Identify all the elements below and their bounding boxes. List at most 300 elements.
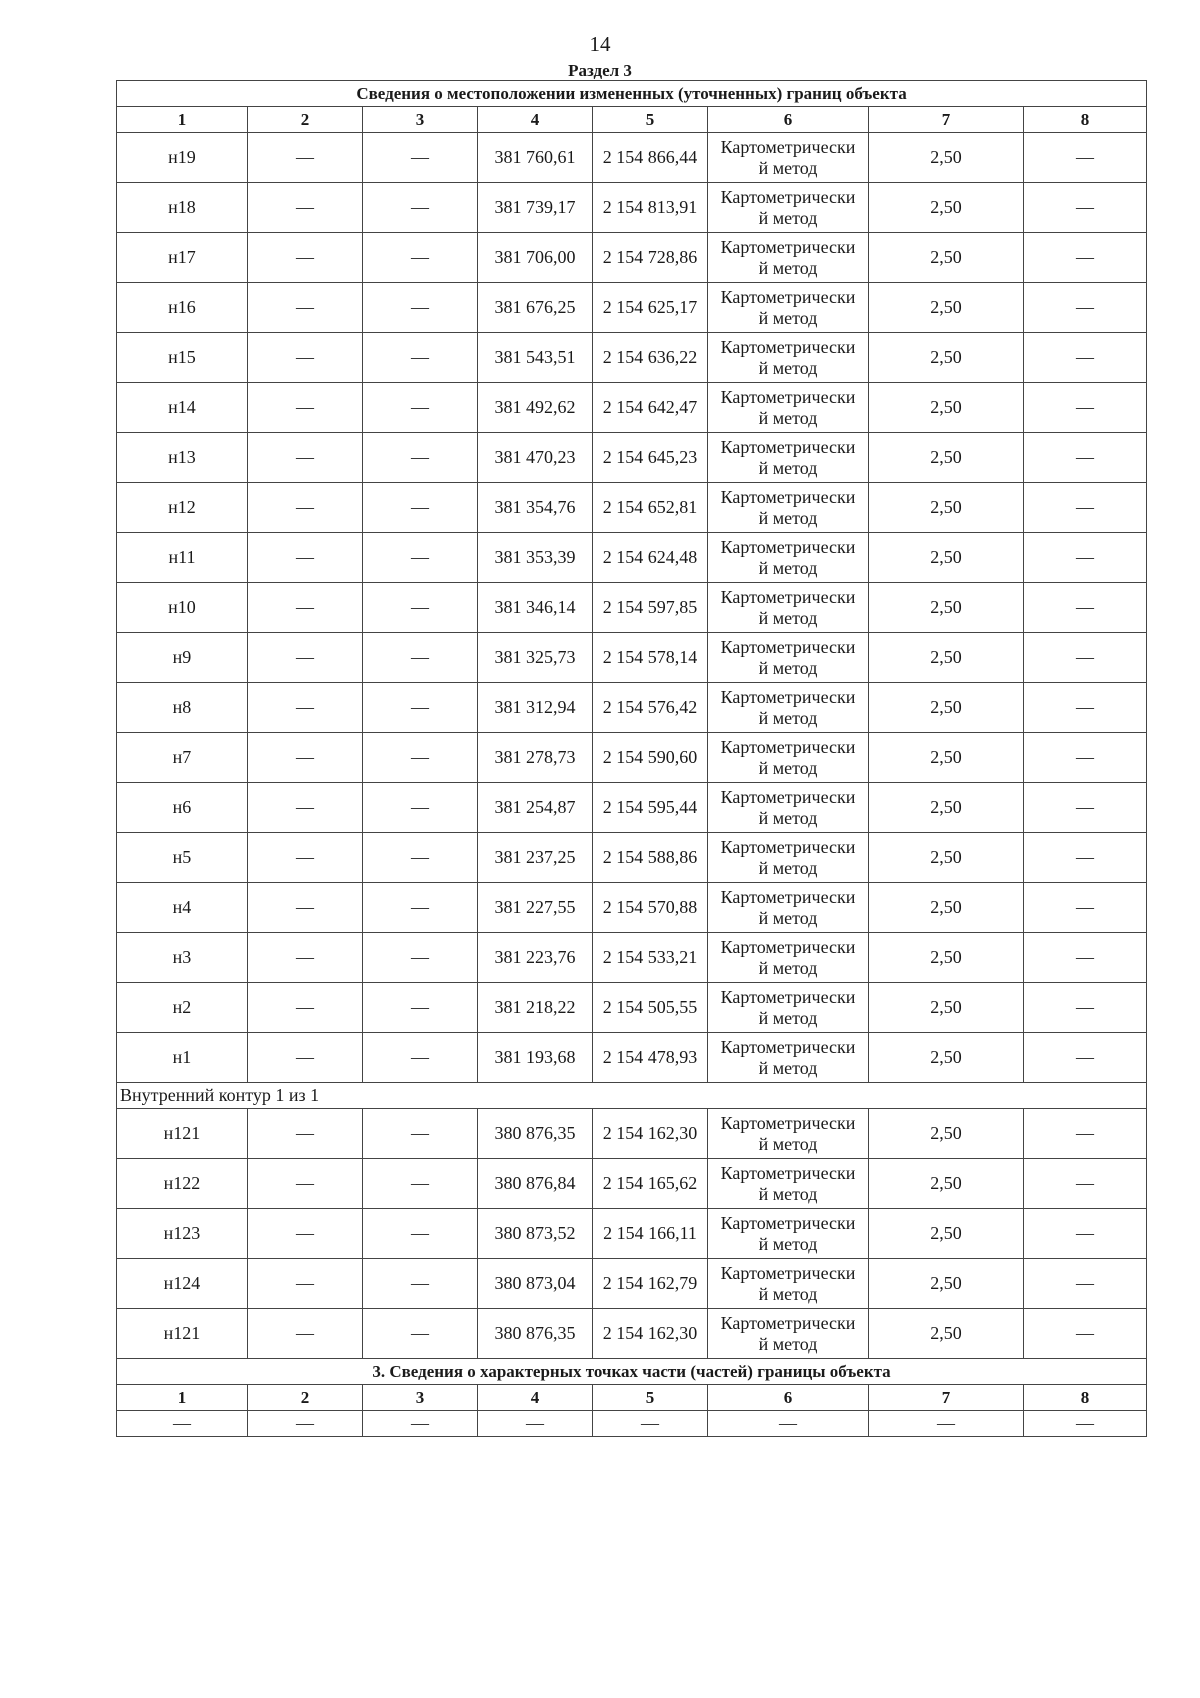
accuracy-cell: 2,50 — [869, 733, 1024, 783]
table-row — [117, 833, 1147, 883]
accuracy-cell: 2,50 — [869, 883, 1024, 933]
table-row — [117, 583, 1147, 633]
method-text-line2: й метод — [758, 957, 818, 978]
table-row — [117, 483, 1147, 533]
old-y-cell: — — [363, 933, 478, 983]
accuracy-cell: 2,50 — [869, 933, 1024, 983]
empty-dash-cell: — — [869, 1411, 1024, 1437]
old-x-cell: — — [248, 183, 363, 233]
old-y-cell: — — [363, 1033, 478, 1083]
old-x-cell: — — [248, 933, 363, 983]
method-cell — [708, 1309, 869, 1359]
mark-description-cell: — — [1024, 283, 1147, 333]
accuracy-cell: 2,50 — [869, 1033, 1024, 1083]
accuracy-cell: 2,50 — [869, 233, 1024, 283]
old-y-cell: — — [363, 783, 478, 833]
y-coordinate-cell: 2 154 624,48 — [593, 533, 708, 583]
table-row — [117, 883, 1147, 933]
column-number: 5 — [593, 1385, 708, 1411]
method-cell — [708, 883, 869, 933]
old-y-cell: — — [363, 383, 478, 433]
point-name-cell: н3 — [117, 933, 248, 983]
table-row — [117, 733, 1147, 783]
column-number: 8 — [1024, 107, 1147, 133]
method-cell — [708, 133, 869, 183]
method-cell — [708, 683, 869, 733]
table-row — [117, 333, 1147, 383]
y-coordinate-cell: 2 154 570,88 — [593, 883, 708, 933]
y-coordinate-cell: 2 154 728,86 — [593, 233, 708, 283]
old-y-cell: — — [363, 1309, 478, 1359]
y-coordinate-cell: 2 154 576,42 — [593, 683, 708, 733]
method-text-line1: Картометрически — [720, 1212, 856, 1233]
old-y-cell: — — [363, 183, 478, 233]
method-cell — [708, 533, 869, 583]
accuracy-cell: 2,50 — [869, 583, 1024, 633]
mark-description-cell: — — [1024, 1033, 1147, 1083]
x-coordinate-cell: 381 346,14 — [478, 583, 593, 633]
method-text-line2: й метод — [758, 657, 818, 678]
mark-description-cell: — — [1024, 233, 1147, 283]
point-name-cell: н12 — [117, 483, 248, 533]
point-name-cell: н19 — [117, 133, 248, 183]
x-coordinate-cell: 381 278,73 — [478, 733, 593, 783]
mark-description-cell: — — [1024, 783, 1147, 833]
accuracy-cell: 2,50 — [869, 983, 1024, 1033]
part-empty-row — [117, 1411, 1147, 1437]
method-text-line1: Картометрически — [720, 436, 856, 457]
old-y-cell: — — [363, 883, 478, 933]
method-cell — [708, 1159, 869, 1209]
old-x-cell: — — [248, 683, 363, 733]
column-number: 3 — [363, 107, 478, 133]
point-name-cell: н18 — [117, 183, 248, 233]
x-coordinate-cell: 381 223,76 — [478, 933, 593, 983]
method-text-line2: й метод — [758, 1133, 818, 1154]
section-title: Раздел 3 — [568, 61, 632, 80]
inner-contour-row — [117, 1083, 1147, 1109]
point-name-cell: н121 — [117, 1109, 248, 1159]
method-text-line2: й метод — [758, 607, 818, 628]
point-name-cell: н4 — [117, 883, 248, 933]
y-coordinate-cell: 2 154 813,91 — [593, 183, 708, 233]
mark-description-cell: — — [1024, 1109, 1147, 1159]
table-title: Сведения о местоположении измененных (уточненных) границ объекта — [117, 81, 1147, 107]
column-number: 2 — [248, 1385, 363, 1411]
point-name-cell: н15 — [117, 333, 248, 383]
mark-description-cell: — — [1024, 933, 1147, 983]
method-cell — [708, 1033, 869, 1083]
method-text-line1: Картометрически — [720, 486, 856, 507]
column-number: 1 — [117, 107, 248, 133]
table-row — [117, 433, 1147, 483]
x-coordinate-cell: 380 876,84 — [478, 1159, 593, 1209]
mark-description-cell: — — [1024, 1159, 1147, 1209]
mark-description-cell: — — [1024, 583, 1147, 633]
method-cell — [708, 383, 869, 433]
method-text-line2: й метод — [758, 1183, 818, 1204]
mark-description-cell: — — [1024, 1309, 1147, 1359]
column-number: 5 — [593, 107, 708, 133]
accuracy-cell: 2,50 — [869, 783, 1024, 833]
y-coordinate-cell: 2 154 166,11 — [593, 1209, 708, 1259]
method-text-line1: Картометрически — [720, 536, 856, 557]
mark-description-cell: — — [1024, 533, 1147, 583]
empty-dash-cell: — — [248, 1411, 363, 1437]
table-row — [117, 1109, 1147, 1159]
old-x-cell: — — [248, 533, 363, 583]
old-x-cell: — — [248, 1209, 363, 1259]
accuracy-cell: 2,50 — [869, 1309, 1024, 1359]
old-x-cell: — — [248, 383, 363, 433]
old-y-cell: — — [363, 683, 478, 733]
y-coordinate-cell: 2 154 652,81 — [593, 483, 708, 533]
column-number: 1 — [117, 1385, 248, 1411]
old-y-cell: — — [363, 833, 478, 883]
old-x-cell: — — [248, 833, 363, 883]
point-name-cell: н121 — [117, 1309, 248, 1359]
old-y-cell: — — [363, 283, 478, 333]
y-coordinate-cell: 2 154 578,14 — [593, 633, 708, 683]
accuracy-cell: 2,50 — [869, 633, 1024, 683]
x-coordinate-cell: 381 706,00 — [478, 233, 593, 283]
method-text-line2: й метод — [758, 157, 818, 178]
y-coordinate-cell: 2 154 645,23 — [593, 433, 708, 483]
old-x-cell: — — [248, 983, 363, 1033]
point-name-cell: н2 — [117, 983, 248, 1033]
x-coordinate-cell: 380 873,04 — [478, 1259, 593, 1309]
x-coordinate-cell: 381 760,61 — [478, 133, 593, 183]
y-coordinate-cell: 2 154 165,62 — [593, 1159, 708, 1209]
method-cell — [708, 583, 869, 633]
method-text-line1: Картометрически — [720, 836, 856, 857]
mark-description-cell: — — [1024, 483, 1147, 533]
boundary-points-table — [116, 80, 1147, 1437]
mark-description-cell: — — [1024, 133, 1147, 183]
old-y-cell: — — [363, 1259, 478, 1309]
old-x-cell: — — [248, 233, 363, 283]
method-cell — [708, 1259, 869, 1309]
table-row — [117, 983, 1147, 1033]
x-coordinate-cell: 381 325,73 — [478, 633, 593, 683]
old-y-cell: — — [363, 1209, 478, 1259]
column-number-row — [117, 107, 1147, 133]
method-text-line2: й метод — [758, 757, 818, 778]
method-text-line1: Картометрически — [720, 286, 856, 307]
x-coordinate-cell: 381 218,22 — [478, 983, 593, 1033]
old-y-cell: — — [363, 583, 478, 633]
y-coordinate-cell: 2 154 597,85 — [593, 583, 708, 633]
method-text-line1: Картометрически — [720, 736, 856, 757]
accuracy-cell: 2,50 — [869, 1209, 1024, 1259]
point-name-cell: н5 — [117, 833, 248, 883]
mark-description-cell: — — [1024, 683, 1147, 733]
method-text-line1: Картометрически — [720, 886, 856, 907]
mark-description-cell: — — [1024, 183, 1147, 233]
mark-description-cell: — — [1024, 833, 1147, 883]
point-name-cell: н16 — [117, 283, 248, 333]
x-coordinate-cell: 381 543,51 — [478, 333, 593, 383]
method-text-line2: й метод — [758, 807, 818, 828]
old-x-cell: — — [248, 783, 363, 833]
accuracy-cell: 2,50 — [869, 1159, 1024, 1209]
mark-description-cell: — — [1024, 983, 1147, 1033]
column-number: 6 — [708, 107, 869, 133]
point-name-cell: н123 — [117, 1209, 248, 1259]
table-row — [117, 1033, 1147, 1083]
method-text-line1: Картометрически — [720, 786, 856, 807]
y-coordinate-cell: 2 154 595,44 — [593, 783, 708, 833]
y-coordinate-cell: 2 154 588,86 — [593, 833, 708, 883]
x-coordinate-cell: 381 470,23 — [478, 433, 593, 483]
method-text-line1: Картометрически — [720, 1112, 856, 1133]
old-x-cell: — — [248, 283, 363, 333]
old-y-cell: — — [363, 533, 478, 583]
method-text-line2: й метод — [758, 307, 818, 328]
method-cell — [708, 433, 869, 483]
x-coordinate-cell: 380 873,52 — [478, 1209, 593, 1259]
y-coordinate-cell: 2 154 505,55 — [593, 983, 708, 1033]
old-x-cell: — — [248, 433, 363, 483]
method-text-line2: й метод — [758, 1333, 818, 1354]
x-coordinate-cell: 381 227,55 — [478, 883, 593, 933]
point-name-cell: н6 — [117, 783, 248, 833]
column-number: 6 — [708, 1385, 869, 1411]
method-cell — [708, 983, 869, 1033]
empty-dash-cell: — — [708, 1411, 869, 1437]
column-number: 8 — [1024, 1385, 1147, 1411]
table-title-row — [117, 81, 1147, 107]
accuracy-cell: 2,50 — [869, 533, 1024, 583]
method-text-line2: й метод — [758, 907, 818, 928]
old-x-cell: — — [248, 883, 363, 933]
point-name-cell: н17 — [117, 233, 248, 283]
method-text-line1: Картометрически — [720, 236, 856, 257]
y-coordinate-cell: 2 154 642,47 — [593, 383, 708, 433]
old-x-cell: — — [248, 1309, 363, 1359]
accuracy-cell: 2,50 — [869, 183, 1024, 233]
table-row — [117, 1209, 1147, 1259]
method-text-line2: й метод — [758, 1007, 818, 1028]
accuracy-cell: 2,50 — [869, 283, 1024, 333]
accuracy-cell: 2,50 — [869, 1109, 1024, 1159]
point-name-cell: н1 — [117, 1033, 248, 1083]
x-coordinate-cell: 381 254,87 — [478, 783, 593, 833]
mark-description-cell: — — [1024, 883, 1147, 933]
method-text-line2: й метод — [758, 1233, 818, 1254]
old-x-cell: — — [248, 1159, 363, 1209]
empty-dash-cell: — — [478, 1411, 593, 1437]
point-name-cell: н8 — [117, 683, 248, 733]
point-name-cell: н11 — [117, 533, 248, 583]
x-coordinate-cell: 380 876,35 — [478, 1109, 593, 1159]
x-coordinate-cell: 381 312,94 — [478, 683, 593, 733]
method-text-line1: Картометрически — [720, 1162, 856, 1183]
method-text-line1: Картометрически — [720, 186, 856, 207]
mark-description-cell: — — [1024, 733, 1147, 783]
method-text-line1: Картометрически — [720, 136, 856, 157]
y-coordinate-cell: 2 154 533,21 — [593, 933, 708, 983]
method-text-line1: Картометрически — [720, 336, 856, 357]
x-coordinate-cell: 381 676,25 — [478, 283, 593, 333]
old-x-cell: — — [248, 133, 363, 183]
x-coordinate-cell: 381 492,62 — [478, 383, 593, 433]
method-text-line2: й метод — [758, 507, 818, 528]
column-number: 2 — [248, 107, 363, 133]
method-cell — [708, 1209, 869, 1259]
page-number: 14 — [589, 32, 611, 56]
column-number: 4 — [478, 107, 593, 133]
method-text-line2: й метод — [758, 407, 818, 428]
table-row — [117, 233, 1147, 283]
y-coordinate-cell: 2 154 162,30 — [593, 1109, 708, 1159]
part-section-title-row — [117, 1359, 1147, 1385]
y-coordinate-cell: 2 154 590,60 — [593, 733, 708, 783]
old-y-cell: — — [363, 333, 478, 383]
point-name-cell: н124 — [117, 1259, 248, 1309]
accuracy-cell: 2,50 — [869, 1259, 1024, 1309]
empty-dash-cell: — — [117, 1411, 248, 1437]
method-text-line2: й метод — [758, 457, 818, 478]
x-coordinate-cell: 381 237,25 — [478, 833, 593, 883]
accuracy-cell: 2,50 — [869, 683, 1024, 733]
method-cell — [708, 933, 869, 983]
table-row — [117, 283, 1147, 333]
old-y-cell: — — [363, 983, 478, 1033]
point-name-cell: н14 — [117, 383, 248, 433]
x-coordinate-cell: 381 739,17 — [478, 183, 593, 233]
accuracy-cell: 2,50 — [869, 833, 1024, 883]
old-x-cell: — — [248, 633, 363, 683]
inner-contour-label: Внутренний контур 1 из 1 — [117, 1083, 1147, 1109]
y-coordinate-cell: 2 154 478,93 — [593, 1033, 708, 1083]
old-y-cell: — — [363, 633, 478, 683]
method-text-line1: Картометрически — [720, 1262, 856, 1283]
column-number: 4 — [478, 1385, 593, 1411]
mark-description-cell: — — [1024, 633, 1147, 683]
method-text-line2: й метод — [758, 257, 818, 278]
old-y-cell: — — [363, 233, 478, 283]
method-text-line2: й метод — [758, 857, 818, 878]
point-name-cell: н7 — [117, 733, 248, 783]
method-text-line2: й метод — [758, 357, 818, 378]
point-name-cell: н122 — [117, 1159, 248, 1209]
old-x-cell: — — [248, 333, 363, 383]
table-row — [117, 783, 1147, 833]
table-row — [117, 183, 1147, 233]
accuracy-cell: 2,50 — [869, 433, 1024, 483]
y-coordinate-cell: 2 154 162,79 — [593, 1259, 708, 1309]
empty-dash-cell: — — [1024, 1411, 1147, 1437]
method-cell — [708, 183, 869, 233]
method-cell — [708, 333, 869, 383]
table-row — [117, 633, 1147, 683]
x-coordinate-cell: 381 354,76 — [478, 483, 593, 533]
old-y-cell: — — [363, 733, 478, 783]
empty-dash-cell: — — [593, 1411, 708, 1437]
y-coordinate-cell: 2 154 636,22 — [593, 333, 708, 383]
part-column-number-row — [117, 1385, 1147, 1411]
point-name-cell: н10 — [117, 583, 248, 633]
accuracy-cell: 2,50 — [869, 333, 1024, 383]
mark-description-cell: — — [1024, 1259, 1147, 1309]
mark-description-cell: — — [1024, 1209, 1147, 1259]
old-x-cell: — — [248, 483, 363, 533]
method-text-line1: Картометрически — [720, 386, 856, 407]
method-text-line2: й метод — [758, 1057, 818, 1078]
method-cell — [708, 733, 869, 783]
old-x-cell: — — [248, 1259, 363, 1309]
method-text-line2: й метод — [758, 707, 818, 728]
old-y-cell: — — [363, 133, 478, 183]
method-cell — [708, 233, 869, 283]
old-y-cell: — — [363, 1109, 478, 1159]
x-coordinate-cell: 380 876,35 — [478, 1309, 593, 1359]
old-x-cell: — — [248, 1033, 363, 1083]
table-row — [117, 383, 1147, 433]
method-text-line1: Картометрически — [720, 586, 856, 607]
accuracy-cell: 2,50 — [869, 383, 1024, 433]
method-text-line1: Картометрически — [720, 936, 856, 957]
method-text-line2: й метод — [758, 207, 818, 228]
old-y-cell: — — [363, 1159, 478, 1209]
x-coordinate-cell: 381 353,39 — [478, 533, 593, 583]
method-text-line1: Картометрически — [720, 1036, 856, 1057]
table-row — [117, 1259, 1147, 1309]
table-row — [117, 1309, 1147, 1359]
method-text-line1: Картометрически — [720, 986, 856, 1007]
y-coordinate-cell: 2 154 625,17 — [593, 283, 708, 333]
table-row — [117, 133, 1147, 183]
method-cell — [708, 1109, 869, 1159]
method-cell — [708, 483, 869, 533]
method-cell — [708, 283, 869, 333]
column-number: 7 — [869, 107, 1024, 133]
old-y-cell: — — [363, 483, 478, 533]
table-row — [117, 533, 1147, 583]
mark-description-cell: — — [1024, 383, 1147, 433]
accuracy-cell: 2,50 — [869, 133, 1024, 183]
column-number: 7 — [869, 1385, 1024, 1411]
mark-description-cell: — — [1024, 333, 1147, 383]
part-section-title: 3. Сведения о характерных точках части (частей) границы объекта — [117, 1359, 1147, 1385]
x-coordinate-cell: 381 193,68 — [478, 1033, 593, 1083]
table-row — [117, 1159, 1147, 1209]
method-text-line1: Картометрически — [720, 636, 856, 657]
y-coordinate-cell: 2 154 866,44 — [593, 133, 708, 183]
accuracy-cell: 2,50 — [869, 483, 1024, 533]
method-cell — [708, 833, 869, 883]
old-x-cell: — — [248, 583, 363, 633]
column-number: 3 — [363, 1385, 478, 1411]
method-cell — [708, 783, 869, 833]
point-name-cell: н9 — [117, 633, 248, 683]
old-y-cell: — — [363, 433, 478, 483]
method-text-line1: Картометрически — [720, 686, 856, 707]
old-x-cell: — — [248, 1109, 363, 1159]
y-coordinate-cell: 2 154 162,30 — [593, 1309, 708, 1359]
method-text-line2: й метод — [758, 1283, 818, 1304]
mark-description-cell: — — [1024, 433, 1147, 483]
method-text-line2: й метод — [758, 557, 818, 578]
old-x-cell: — — [248, 733, 363, 783]
empty-dash-cell: — — [363, 1411, 478, 1437]
point-name-cell: н13 — [117, 433, 248, 483]
table-row — [117, 933, 1147, 983]
table-row — [117, 683, 1147, 733]
method-cell — [708, 633, 869, 683]
method-text-line1: Картометрически — [720, 1312, 856, 1333]
